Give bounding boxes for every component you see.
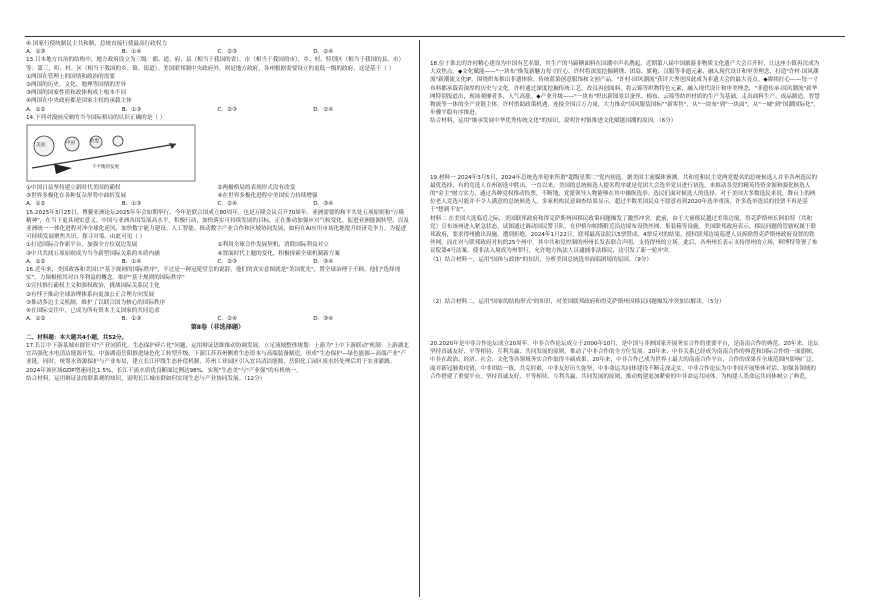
q14-choices [26,200,409,208]
q15-statements-row2 [26,250,409,258]
answer-space-19-1[interactable] [430,264,820,298]
question-17: 17.长江中下游某城市群针对"产业同质化、生态保护碎片化"问题，运用辩证思维推动协调发展。立足流域整体规划：上游为"上中下游联动"机制：上游湖北宜昌强化水电清洁能源开发，中游湖南岳阳推进绿色化工转型升级，下游江苏苏州侧重生态资本与高端装备制造，形成"生态保护—绿色能源—高端产业"产业链。同时，统筹水资源保护与产业布局，建立长江岸线生态补偿机制，苏州工业园区引入宜昌清洁能源，岳阳化工园区废水经处理后用于农业灌溉。2024年该区域GDP增速同比1.5%，长江干流水质优良断面比例达98%，实现"生态美"与"产业强"的有机统一。 [26,342,409,374]
q12-choice-b[interactable]: B．①④ [121,49,142,56]
q15-choice-b[interactable]: B．①④ [121,258,142,265]
q15-statement-3: ③中共共找五项原则成为当今新型国际关系的本质内涵 [26,250,160,257]
q16-statement-3: ③推动多边主义机制，维护了以联合国为核心的国际秩序 [26,299,166,306]
q13-statement-3: ③两国的国家性质和政体构成上根本不同 [26,90,127,97]
right-column [430,40,820,381]
question-19-material-1: 19.材料一 2024年3月5日，2024年总统选举迎来所谓"超级星期二"党内初选。据美国主流媒体预测，共和党和民主党两党提名的总统候选人并非各州选民的最优选择，有的竞选人在州初选中胜出。一直以来，美国的总统候选人提名程序就是党团大会选举党员进行初选，来推动各党的精英投资金源和强化候选人的"金主"财力实力，通过各种党权推动投票，不断地，党派领导人物能够在其中操纵选举。选民们面对候选人的选择，对于美国大多数选民来说，舞台上的两位老人竞选可能并不令人满意的总统候选人。多家机构民意调查结果显示，超过半数美国民众不愿意看到2020年选举重演，许多选举选民的投票不再是基于"想到不安"。 [430,174,818,214]
q15-statement-2: ②利用全球合作发展契机，消除国际利益对立 [217,242,329,249]
answer-space-18[interactable] [430,126,820,174]
header-rule [25,36,845,37]
q13-choice-c[interactable]: C．②③ [217,106,238,113]
cartoon-label-us: 美国 [36,143,45,149]
part-two-heading: 二、材料题：本大题共4小题，共52分。 [26,334,128,341]
q14-choice-c[interactable]: C．②④ [217,201,238,208]
q13-statement-1: ①两国在管理上的国情和政治的需要 [26,73,115,80]
answer-space-19-2[interactable] [430,306,820,340]
q15-choice-a[interactable]: A．①② [26,258,46,265]
q12-choice-c[interactable]: C．②③ [217,49,238,56]
question-20: 20.2020年是中非合作论坛成立20周年。中非合作论坛成立于2000年10月，是中国与非洲国家开展务实合作的重要平台，是南南合作的典范。20年来，论坛坚持真诚友好、平等相待、互利共赢、共同发展的原则，推动了中非合作的全方位发展。20年来，中非关系已经成为南南合作的典范和国际合作的一面旗帜，中非在政治、经济、社会、文化等各领域务实合作取得丰硕成果。20年来，中非合作已成为世界上最大的南南合作平台，合作的成果在全球范围内影响广泛。面对新冠肺炎疫情，中非团结一致，共克时艰，中非友好历久弥坚，中非命运共同体建设不断走深走实。中非合作论坛为中非间开展集体对话、加强各领域的合作搭建了重要平台，坚持真诚友好、平等相待、互利共赢、共同发展的原则，推动构建更加紧密的中非命运共同体，为构建人类命运共同体树立了典范。 [430,341,819,380]
question-15: 15.2025年3月25日，博鳌亚洲论坛2025年年会如期举行。今年是联合国成立80周年，也是万隆会议召开70周年。亚洲需要的和平共处五项原则和"万隆精神"，在当下更具现实意义。中国与亚洲各国发展高水平，积极行动，加快落实可持续发展的目标，正在推动加强应对气候变化、促进亚洲能源转型、以及亚洲统一一体化进程对冲全球化逆风，加快数字能力建设、人工智能、推动数字产业合作和区域协同发展，如何在AI应用市场化地提升经济竞争力。为促进可持续发展聚焦共识、探寻对策。由此可见（ ） [26,209,409,241]
q15-statements-row1 [26,241,409,249]
q13-choice-d[interactable]: D．②④ [313,106,334,113]
question-13: 13.日本地方自治的结构中，地方政府设立为三级：都、道、府、县（相当于我国的省），市（相当于我国的市）、乡、村、特别区（相当于我国的县、市）等；第三，町、村、区（相当于我国的乡、镇、街道）。美国联邦制中央政府外，则是地方政府，各州根据需要设立的更低一级的政府。这是基于（ ） [26,57,405,72]
q13-statement-2: ②两国的历史、文化、地理等国情的差异 [26,82,127,89]
q16-choice-c[interactable]: C．②④ [217,316,238,323]
q14-choice-b[interactable]: B．①③ [121,201,142,208]
q19-subquestion-1: （1）结合材料一，运用"国体与政体"的知识，分析美国总统选举面临困境的原因。（9分） [430,256,653,263]
q12-option-tail: ④.国家行使统制民主共和制，总统直接行使最高行政权力 [26,41,168,47]
cartoon-label-cn: 中国 [66,141,75,147]
q14-statement-2: ②两极格局的表现形式没有改变 [217,185,296,192]
q16-statement-1: ①宣挂推行霸权主义和强权政治，挑战国际关系民主化 [26,283,160,290]
q16-choice-b[interactable]: B．①③ [121,316,142,323]
question-18: 18.位于淮北的许村精心建设为中国有艺名镇，其生产的马蹄糖面料在国潮中声名鹊起。近期第八届中国旅游非物质文化遗产大会召开时，让这座小镇再次成为大众焦点。◆文化赋能——"一块布"焕发新魅力每寸匠心。许村将深度挖掘刺绣、团扇、旗袍、汉服等非遗元素，融入现代设计和审美理念，打造"许村·国风潮流"新潮流文化IP，围绕织布推出非遗体验、传统蓝染创意服饰和文创产品，"许村·国风潮流"获评大秀也因此成为非遗大会的最大亮点。◆赓续匠心——每一寸布料都承载着深厚的历史与文化。许村通过深度挖掘传统工艺，改良再创面料，将云锦等织物特色元素，融入现代设计和审美理念，"非遗传承·国风潮流"新华网特别报道出，现场观摩者多，人气高涨。◆产业升级——"一块布"织出新图景以蚕丝、棉布、云锦等纺织材质的生产为基础，走出面料生产、成品制造、智慧物流等一体的全产业链主体。许村借助政策机遇，连接全国百万力量，大力推动"国风服装国标""新零售"，从"一块布"到"一块面"，从"一城"到"国潮国际化"，步骤平稳有序推进。 [430,61,820,117]
q17-task: 结合材料，运用辩证法的联系观的知识，说明长江城市群如何实现生态与产业协同发展。（12分） [26,375,266,382]
q13-statement-4: ④两国在中央政府都是国家主权的承载主体 [26,98,132,105]
cartoon-caption: 不平衡的发展 [92,165,119,171]
q14-statements-row2 [26,192,409,200]
q18-task: 结合材料，运用"继承发展中华优秀传统文化"的知识，说明许村镇推进文化赋能国潮的原因。（6分） [430,118,677,125]
q15-statement-1: ①打造国际合作新平台，加强全方位双边发展 [26,242,138,249]
q16-choice-d[interactable]: D．③④ [313,316,334,323]
q12-choice-a[interactable]: A．①③ [26,49,46,56]
q14-statements-row1 [26,184,409,192]
section-heading: 第Ⅱ卷（非选择题） [190,324,245,332]
q15-choice-c[interactable]: C．②③ [217,258,238,265]
question-14: 14.下列对漫画反映的当今国际格局的认识正确的是（ ） [26,114,166,121]
q13-choice-b[interactable]: B．①③ [121,106,142,113]
q16-statement-4: ④在国际交往中，已成为所有资本主义国家的共同追求 [26,308,160,315]
q14-choice-a[interactable]: A．①② [26,201,46,208]
column-divider [419,40,420,597]
q14-statement-3: ③世界多极化在各种复杂形势中曲折发展 [26,193,127,200]
question-19-material-2: 材料二 在美国大选临近之际，美国联邦政府和得克萨斯州因移民政策问题爆发了激烈冲突。此前，由于大量移民越过美墨边境，得克萨斯州长阿伯特（共和党）宣布该州进入紧急状态，试图通过调动国民警卫队，在伊格尔帕斯附近沿边境布设铁丝网、集装箱等设施。美国联邦政府表示，移民问题的管辖权属于联邦政府，要求得州撤出设施，遭到拒绝。2024年1月22日，联邦最高法院以5票赞成、4票反对的结果，授权联邦边境巡逻人员拆除得克萨斯州政府设置的铁丝网。而在对与联邦政府对抗的25个州中，其中共和党控制的州州长发表联合声明，支持得州的立场。此后，各州州长表示支持得州的立场，阿博特签署了参议院第4号法案，使非法入境成为州罪行，允许地方执法人员逮捕非法移民，这引发了新一轮冲突。 [430,215,818,255]
question-16: 16.近年来，美国政客和美国口"基于规则的国际秩序"，不过是一种冠冕堂皇的说辞，他们的真实意图就是"美国优先"，置全球治理于不顾。他们"选择现实"，力图根植其对自身利益的概念。维护"基于规则的国际秩序" [26,267,401,282]
q15-statement-4: ④置面时代主题的变化，积极探索全球机制新方案 [217,250,340,257]
q16-choice-a[interactable]: A．①② [26,316,46,323]
q14-statement-4: ④在世界多极化进程中美国实力持续增强 [217,193,318,200]
q15-choice-d[interactable]: D．③④ [313,258,334,265]
q12-choice-d[interactable]: D．②④ [313,49,334,56]
q16-statement-2: ②有悖于推动全球治理体系向更加公正合理方向发展 [26,291,155,298]
cartoon-drawing [26,124,196,182]
q13-choice-a[interactable]: A．①② [26,106,46,113]
q19-subquestion-2: （2）结合材料二，运用"国家的结构形式"的知识，对美国联邦政府和得克萨斯州因移民问题爆发冲突加以解读。（5分） [430,298,725,305]
q13-choices [26,106,409,114]
q14-choice-d[interactable]: D．③④ [313,201,334,208]
q12-choices [26,48,409,56]
cartoon-figure [26,124,196,182]
left-column [26,40,409,383]
q16-choices [26,315,409,323]
q15-choices [26,258,409,266]
q14-statement-1: ①中国日益坚持建立新时代美国的霸权 [26,185,121,192]
top-spacer [430,40,820,60]
cartoon-label-eu: 欧盟 [90,139,99,145]
